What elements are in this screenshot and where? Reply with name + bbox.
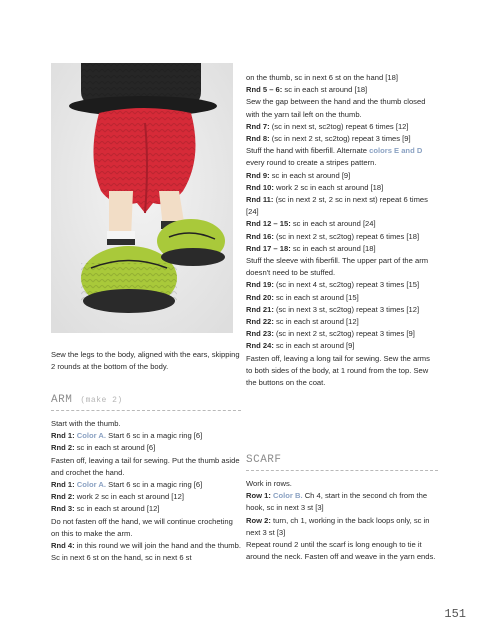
round-label: Rnd 17 – 18: [246,243,291,253]
instruction-text: (sc in next 2 st, sc2tog) repeat 6 times [18] [275,231,420,241]
arm-instructions-continued [246,72,438,389]
round-label: Rnd 11: [246,195,274,205]
round-label: Rnd 24: [246,341,274,351]
round-label: Rnd 19: [246,280,274,290]
scarf-divider [246,470,438,471]
arm-title: ARM [51,394,73,406]
instruction-text: turn, ch 1, working in the back loops only, sc in next 3 st [3] [246,515,430,537]
instruction-line [246,328,438,340]
round-label: Rnd 12 – 15: [246,219,291,229]
instruction-text: every round to create a stripes pattern. [246,158,377,168]
arm-divider [51,410,241,411]
instruction-line [246,292,438,304]
instruction-text: Work in rows. [246,479,292,488]
instruction-text: Do not fasten off the hand, we will continue crocheting on this to make the arm. [51,516,233,538]
instruction-text: Fasten off, leaving a tail for sewing. Put the thumb aside and crochet the hand. [51,455,240,477]
instruction-text: Repeat round 2 until the scarf is long enough to tie it around the neck. Fasten off and weave in the yarn ends. [246,540,436,562]
instruction-line [246,218,438,230]
instruction-line [246,490,438,514]
instruction-text: (sc in next 4 st, sc2tog) repeat 3 times [15] [275,280,420,290]
round-label: Rnd 21: [246,304,274,314]
instruction-text: sc in each st around [12] [76,504,160,514]
round-label: Rnd 7: [246,121,270,131]
instruction-text: work 2 sc in each st around [12] [76,492,184,502]
color-name: colors E and D [369,146,423,156]
scarf-heading [246,449,438,471]
round-label: Rnd 22: [246,317,274,327]
instruction-line [246,279,438,291]
instruction-text: Start 6 sc in a magic ring [6] [108,480,203,490]
instruction-text: Stuff the sleeve with fiberfill. The upper part of the arm doesn't need to be stuffed. [246,256,429,278]
instruction-line [51,479,243,491]
round-label: Row 2: [246,515,271,525]
instruction-text: Start with the thumb. [51,419,121,428]
round-label: Rnd 10: [246,182,274,192]
instruction-line [246,194,438,218]
instruction-text: on the thumb, sc in next 6 st on the hand [18] [246,73,398,82]
instruction-line [246,133,438,145]
arm-instructions [51,418,243,564]
instruction-text: (sc in next st, sc2tog) repeat 6 times [12] [271,121,409,131]
instruction-line [51,503,243,515]
round-label: Rnd 8: [246,134,270,144]
instruction-text: sc in each st around [15] [275,292,359,302]
round-label: Row 1: [246,491,271,501]
round-label: Rnd 9: [246,170,270,180]
instruction-line [246,84,438,96]
instruction-text: sc in each st around [6] [76,443,156,453]
instruction-line [246,478,438,490]
round-label: Rnd 4: [51,541,75,551]
round-label: Rnd 16: [246,231,274,241]
instruction-line [246,145,438,169]
instruction-text: Ch 4, start in the second ch from the hook, sc in next 3 st [3] [246,491,428,513]
instruction-line [246,121,438,133]
instruction-line [246,255,438,279]
instruction-text: in this round we will join the hand and the thumb. Sc in next 6 st on the hand, sc in next 6 st [51,541,241,563]
instruction-text: Stuff the hand with fiberfill. Alternate [246,146,368,156]
instruction-line [246,231,438,243]
instruction-text: (sc in next 2 st, sc2tog) repeat 3 times [9] [271,134,411,144]
doll-legs-illustration [51,63,233,333]
scarf-instructions [246,478,438,563]
round-label: Rnd 2: [51,492,75,502]
instruction-line [246,170,438,182]
instruction-line [246,316,438,328]
instruction-text: Start 6 sc in a magic ring [6] [108,431,203,441]
instruction-line [246,182,438,194]
instruction-text: sc in each st around [9] [275,341,355,351]
page-number: 151 [444,607,466,621]
round-label: Rnd 2: [51,443,75,453]
instruction-line [51,442,243,454]
instruction-line [246,539,438,563]
photo-caption: Sew the legs to the body, aligned with the ears, skipping 2 rounds at the bottom of the body. [51,350,240,372]
instruction-line [246,353,438,390]
instruction-text: Fasten off, leaving a long tail for sewing. Sew the arms to both sides of the body, at 1 round from the top. Sew the buttons on the coat. [246,353,430,388]
instruction-line [246,96,438,120]
instruction-line [246,243,438,255]
instruction-line [51,516,243,540]
instruction-line [246,515,438,539]
instruction-line [51,540,243,564]
round-label: Rnd 3: [51,504,75,514]
instruction-text: sc in each st around [12] [275,317,359,327]
instruction-line [51,491,243,503]
color-name: Color A. [76,480,106,490]
instruction-line [51,430,243,442]
instruction-text: sc in each st around [18] [292,243,376,253]
instruction-line [51,455,243,479]
round-label: Rnd 20: [246,292,274,302]
instruction-text: (sc in next 2 st, 2 sc in next st) repeat 6 times [24] [246,195,428,217]
arm-heading [51,389,241,411]
instruction-text: work 2 sc in each st around [18] [275,182,384,192]
round-label: Rnd 5 – 6: [246,85,283,95]
color-name: Color B. [273,491,303,501]
scarf-title: SCARF [246,454,282,466]
arm-subtitle: (make 2) [80,396,123,405]
instruction-line [51,418,243,430]
round-label: Rnd 1: [51,431,75,441]
instruction-text: sc in each st around [18] [284,85,368,95]
instruction-text: sc in each st around [24] [292,219,376,229]
instruction-text: Sew the gap between the hand and the thumb closed with the yarn tail left on the thumb. [246,97,426,119]
instruction-line [246,304,438,316]
instruction-text: sc in each st around [9] [271,170,351,180]
instruction-line [246,340,438,352]
instruction-text: (sc in next 3 st, sc2tog) repeat 3 times [12] [275,304,420,314]
round-label: Rnd 23: [246,329,274,339]
instruction-text: (sc in next 2 st, sc2tog) repeat 3 times [9] [275,329,415,339]
doll-photo [51,63,233,333]
instruction-line [246,72,438,84]
color-name: Color A. [76,431,106,441]
round-label: Rnd 1: [51,480,75,490]
